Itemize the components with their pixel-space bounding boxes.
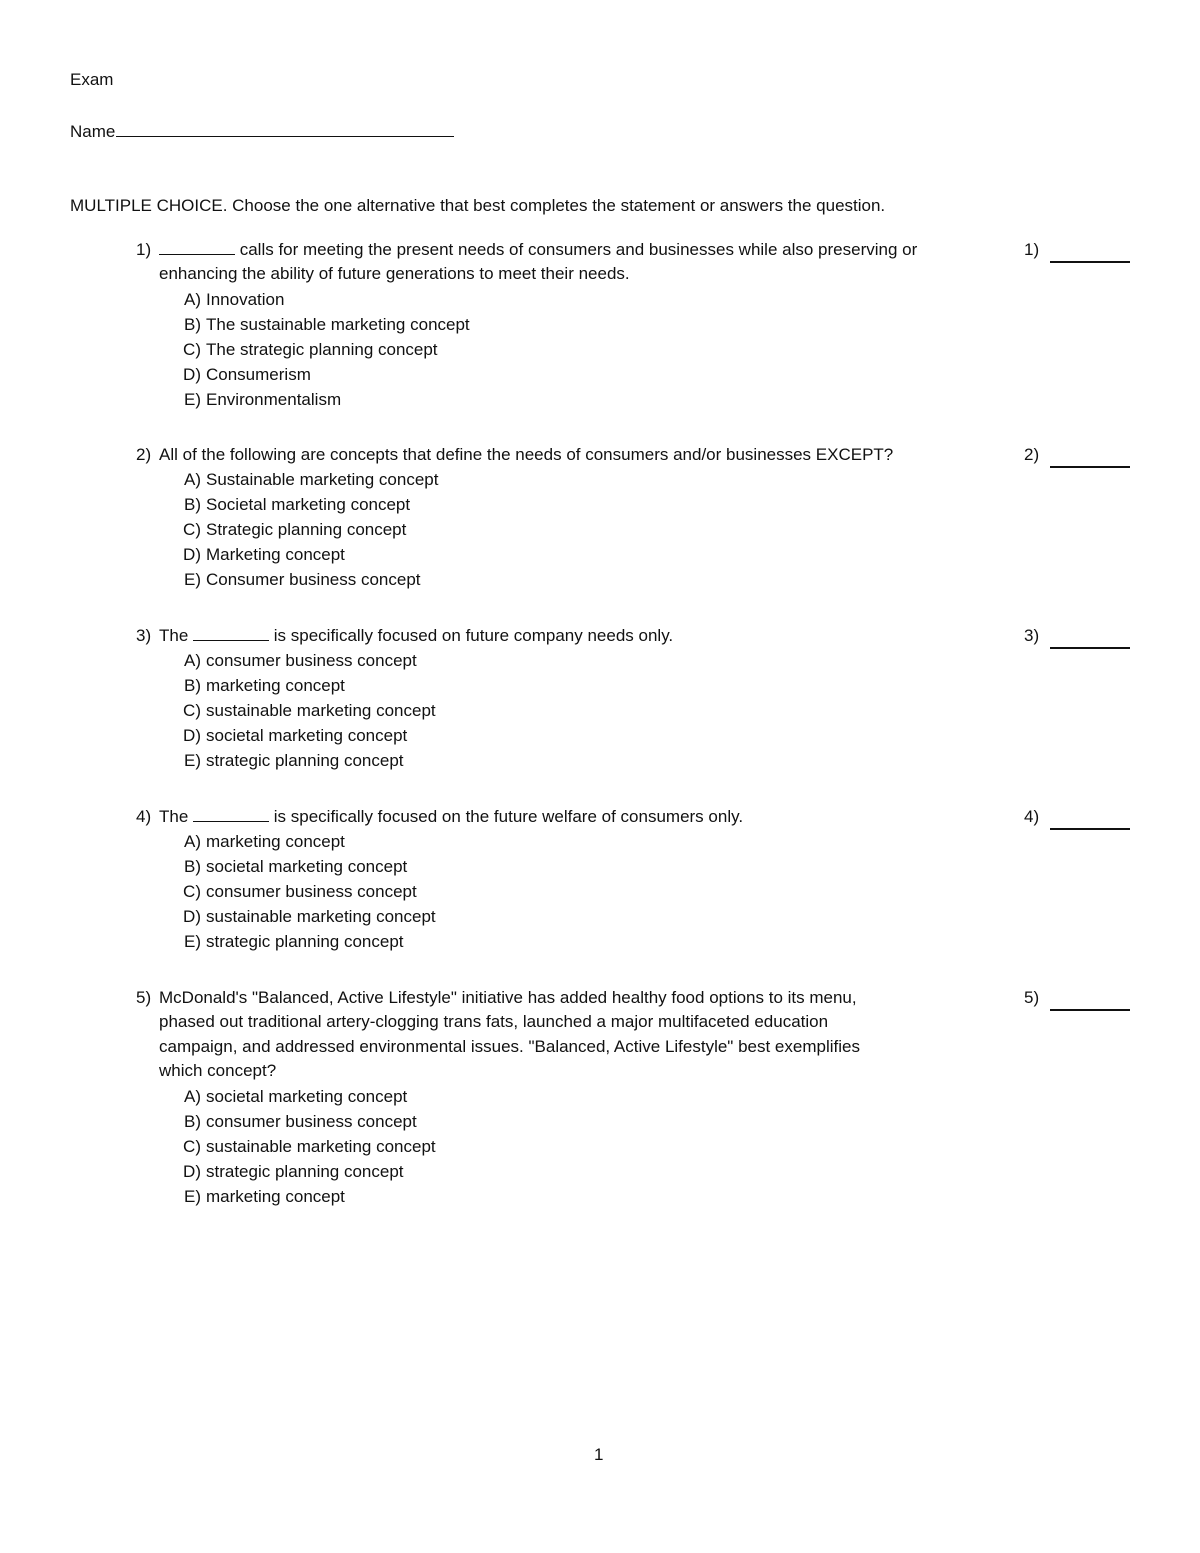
question-text <box>159 443 893 467</box>
option-letter: D) <box>183 545 201 564</box>
page-number: 1 <box>594 1445 604 1464</box>
name-label: Name <box>70 122 116 141</box>
question-text-segment: McDonald's "Balanced, Active Lifestyle" initiative has added healthy food options to its menu, <box>159 988 857 1007</box>
question-text <box>159 238 917 262</box>
option-letter: B) <box>184 495 201 514</box>
answer-blank-line[interactable] <box>1050 1009 1130 1011</box>
option-text: societal marketing concept <box>206 726 408 745</box>
question-text-segment: calls for meeting the present needs of consumers and businesses while also preserving or <box>235 240 918 259</box>
question-text-segment: All of the following are concepts that define the needs of consumers and/or businesses EXCEPT? <box>159 445 894 464</box>
question-text-segment: which concept? <box>159 1061 277 1080</box>
option-letter: C) <box>183 701 201 720</box>
question-number: 2) <box>136 445 152 464</box>
option-letter: B) <box>184 857 201 876</box>
option-letter: E) <box>184 751 201 770</box>
answer-option <box>136 748 1136 773</box>
option-letter: D) <box>183 1161 201 1181</box>
option-text: sustainable marketing concept <box>206 701 436 720</box>
option-text: consumer business concept <box>206 651 417 670</box>
answer-option <box>136 287 1136 312</box>
option-text: Societal marketing concept <box>206 495 411 514</box>
option-letter: B) <box>184 314 201 334</box>
answer-option <box>136 904 1136 929</box>
option-letter: A) <box>184 832 201 851</box>
option-text: Marketing concept <box>206 545 345 564</box>
answer-option <box>136 387 1136 412</box>
answer-option <box>136 1109 1136 1134</box>
question-stem-line <box>136 805 1136 829</box>
option-text: consumer business concept <box>206 882 417 901</box>
question-text-segment: is specifically focused on future company needs only. <box>269 626 674 645</box>
question-stem-line <box>136 986 1136 1010</box>
option-letter: C) <box>183 339 201 359</box>
option-text: strategic planning concept <box>206 1161 404 1181</box>
option-letter: B) <box>184 676 201 695</box>
name-field[interactable] <box>70 122 454 142</box>
option-text: marketing concept <box>206 676 345 695</box>
answer-blank-line[interactable] <box>1050 647 1130 649</box>
option-text: consumer business concept <box>206 1111 417 1131</box>
question-stem-line <box>136 443 1136 467</box>
question-stem-line <box>136 238 1136 262</box>
option-letter: B) <box>184 1111 201 1131</box>
option-text: sustainable marketing concept <box>206 1136 436 1156</box>
answer-option <box>136 929 1136 954</box>
option-letter: E) <box>184 1186 201 1206</box>
question-text <box>159 1035 860 1059</box>
question-stem-line <box>136 1059 1136 1084</box>
question-text-segment: The <box>159 807 194 826</box>
answer-option <box>136 492 1136 517</box>
answer-blank-line[interactable] <box>1050 466 1130 468</box>
answer-number: 2) <box>1024 445 1040 464</box>
question-text-segment: enhancing the ability of future generations to meet their needs. <box>159 264 630 283</box>
answer-option <box>136 362 1136 387</box>
option-text: The sustainable marketing concept <box>206 314 470 334</box>
option-letter: A) <box>184 1086 201 1106</box>
question-2 <box>136 443 1136 592</box>
answer-option <box>136 467 1136 492</box>
question-number: 3) <box>136 626 152 645</box>
fill-in-blank <box>193 626 269 641</box>
question-1 <box>136 238 1136 412</box>
option-text: sustainable marketing concept <box>206 907 436 926</box>
answer-option <box>136 673 1136 698</box>
answer-option <box>136 517 1136 542</box>
question-4 <box>136 805 1136 954</box>
answer-number: 1) <box>1024 240 1040 259</box>
option-letter: E) <box>184 389 201 409</box>
question-stem-line <box>136 624 1136 648</box>
option-letter: D) <box>183 364 201 384</box>
option-letter: A) <box>184 470 201 489</box>
option-text: marketing concept <box>206 832 345 851</box>
name-blank-line[interactable] <box>116 122 454 137</box>
answer-option <box>136 1084 1136 1109</box>
question-stem-line <box>136 1010 1136 1035</box>
option-letter: C) <box>183 520 201 539</box>
option-text: Consumer business concept <box>206 570 421 589</box>
question-5 <box>136 986 1136 1209</box>
answer-option <box>136 698 1136 723</box>
answer-option <box>136 829 1136 854</box>
question-3 <box>136 624 1136 773</box>
option-text: societal marketing concept <box>206 1086 408 1106</box>
option-letter: D) <box>183 907 201 926</box>
answer-option <box>136 854 1136 879</box>
question-text <box>159 624 673 648</box>
question-text-segment: is specifically focused on the future welfare of consumers only. <box>269 807 744 826</box>
option-text: Sustainable marketing concept <box>206 470 439 489</box>
answer-blank-line[interactable] <box>1050 828 1130 830</box>
answer-option <box>136 567 1136 592</box>
question-text-segment: The <box>159 626 194 645</box>
answer-option <box>136 1159 1136 1184</box>
option-letter: A) <box>184 289 201 309</box>
question-number: 1) <box>136 240 152 259</box>
answer-number: 5) <box>1024 988 1040 1007</box>
option-letter: C) <box>183 1136 201 1156</box>
question-text <box>159 262 630 286</box>
question-number: 5) <box>136 988 152 1007</box>
fill-in-blank <box>193 807 269 822</box>
option-text: Environmentalism <box>206 389 342 409</box>
option-text: marketing concept <box>206 1186 345 1206</box>
answer-number: 4) <box>1024 807 1040 826</box>
option-text: Consumerism <box>206 364 311 384</box>
section-instructions: MULTIPLE CHOICE. Choose the one alternative that best completes the statement or answers the question. <box>70 196 886 215</box>
answer-option <box>136 312 1136 337</box>
option-text: The strategic planning concept <box>206 339 438 359</box>
question-text-segment: campaign, and addressed environmental issues. "Balanced, Active Lifestyle" best exemplifies <box>159 1036 860 1056</box>
option-text: societal marketing concept <box>206 857 408 876</box>
answer-option <box>136 1184 1136 1209</box>
question-text <box>159 1059 276 1083</box>
option-letter: D) <box>183 726 201 745</box>
answer-option <box>136 723 1136 748</box>
question-text-segment: phased out traditional artery-clogging trans fats, launched a major multifaceted education <box>159 1012 829 1031</box>
question-text <box>159 805 743 829</box>
option-letter: C) <box>183 882 201 901</box>
option-text: Strategic planning concept <box>206 520 407 539</box>
answer-option <box>136 542 1136 567</box>
question-stem-line <box>136 262 1136 287</box>
answer-option <box>136 337 1136 362</box>
option-letter: A) <box>184 651 201 670</box>
answer-option <box>136 1134 1136 1159</box>
question-text <box>159 986 857 1010</box>
answer-blank-line[interactable] <box>1050 261 1130 263</box>
option-text: strategic planning concept <box>206 932 404 951</box>
answer-option <box>136 879 1136 904</box>
question-stem-line <box>136 1035 1136 1060</box>
option-text: strategic planning concept <box>206 751 404 770</box>
question-number: 4) <box>136 807 152 826</box>
exam-title: Exam <box>70 70 114 89</box>
option-letter: E) <box>184 570 201 589</box>
answer-option <box>136 648 1136 673</box>
answer-number: 3) <box>1024 626 1040 645</box>
option-letter: E) <box>184 932 201 951</box>
fill-in-blank <box>159 240 235 255</box>
option-text: Innovation <box>206 289 285 309</box>
question-text <box>159 1010 828 1034</box>
